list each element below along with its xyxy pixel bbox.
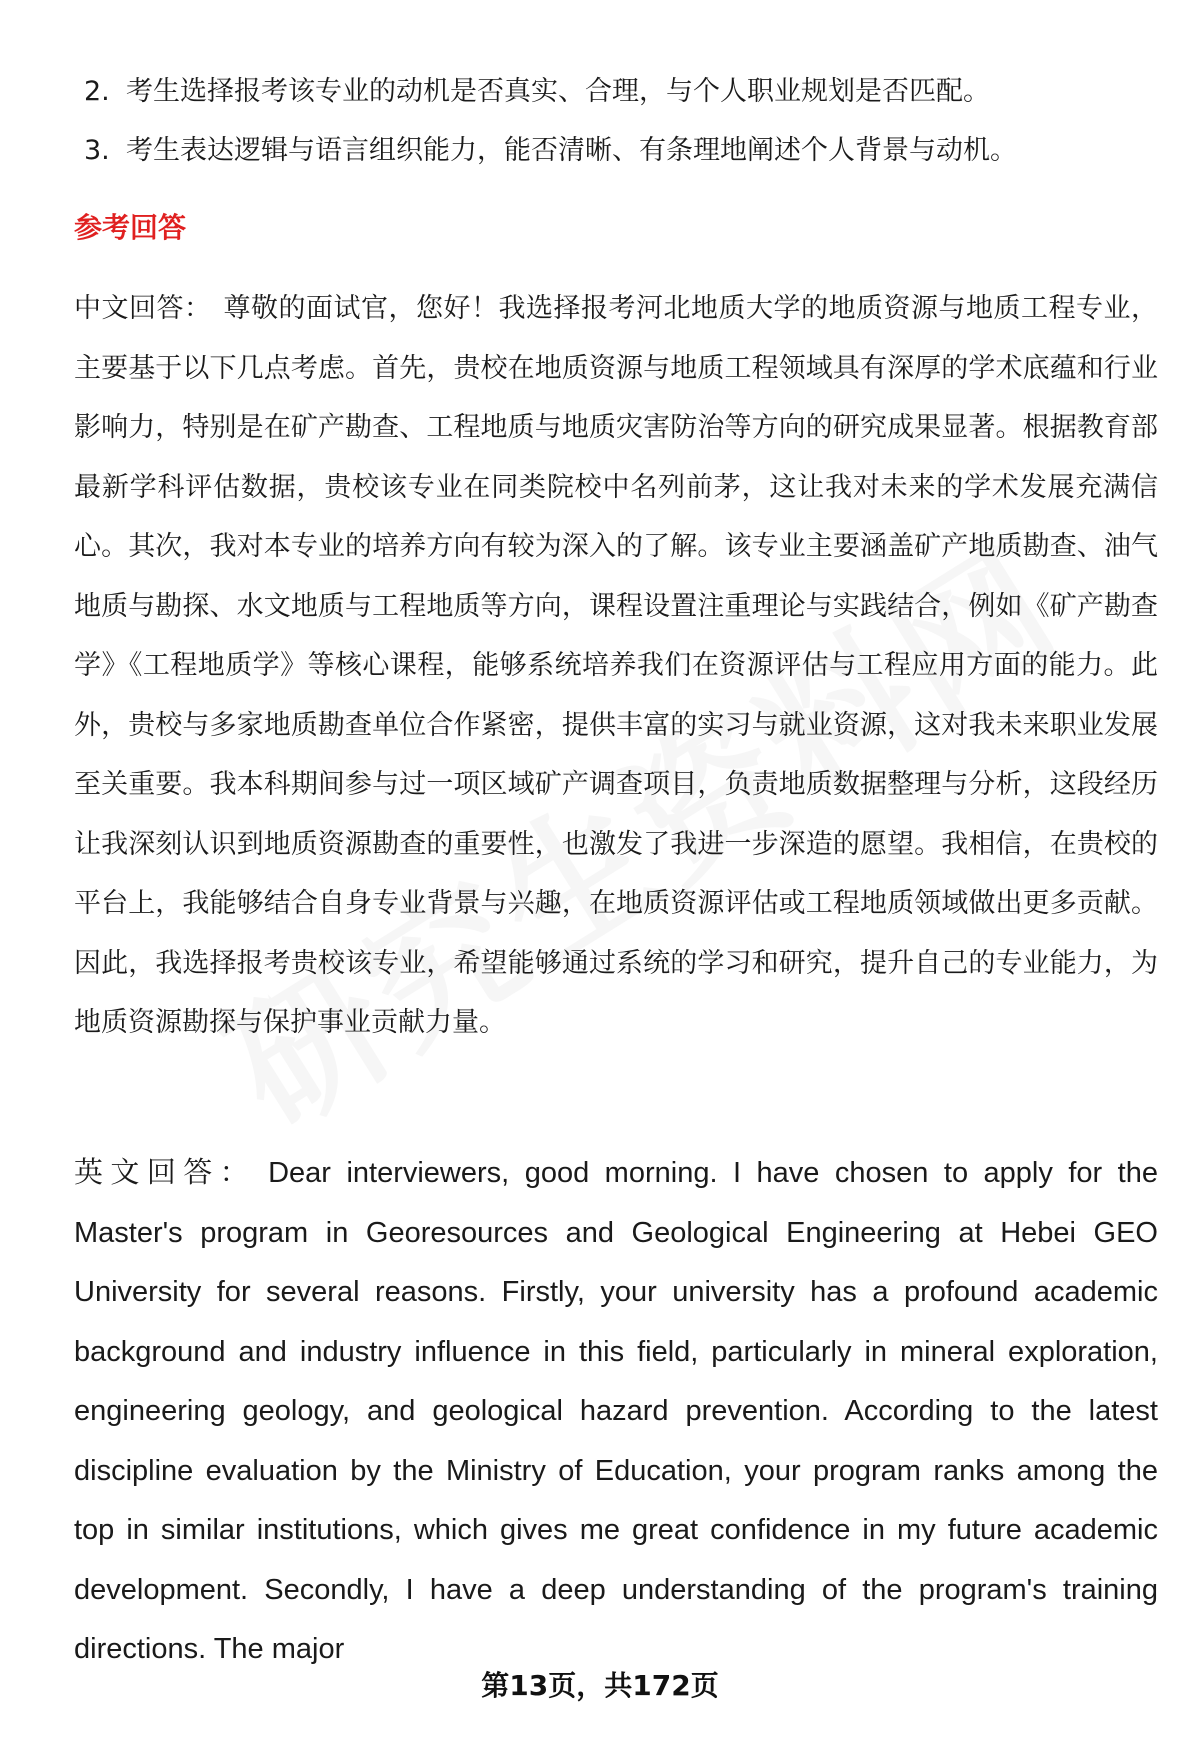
english-answer-paragraph [74, 1144, 1158, 1680]
criterion-number: 2. [84, 76, 110, 107]
criterion-item-3 [84, 121, 1164, 180]
page-indicator: 第13页，共172页 [481, 1669, 719, 1702]
chinese-answer-text: 尊敬的面试官，您好！我选择报考河北地质大学的地质资源与地质工程专业，主要基于以下几点考虑。首先，贵校在地质资源与地质工程领域具有深厚的学术底蕴和行业影响力，特别是在矿产勘查、工程地质与地质灾害防治等方向的研究成果显著。根据教育部最新学科评估数据，贵校该专业在同类院校中名列前茅，这让我对未来的学术发展充满信心。其次，我对本专业的培养方向有较为深入的了解。该专业主要涵盖矿产地质勘查、油气地质与勘探、水文地质与工程地质等方向，课程设置注重理论与实践结合，例如《矿产勘查学》《工程地质学》等核心课程，能够系统培养我们在资源评估与工程应用方面的能力。此外，贵校与多家地质勘查单位合作紧密，提供丰富的实习与就业资源，这对我未来职业发展至关重要。我本科期间参与过一项区域矿产调查项目，负责地质数据整理与分析，这段经历让我深刻认识到地质资源勘查的重要性，也激发了我进一步深造的愿望。我相信，在贵校的平台上，我能够结合自身专业背景与兴趣，在地质资源评估或工程地质领域做出更多贡献。因此，我选择报考贵校该专业，希望能够通过系统的学习和研究，提升自己的专业能力，为地质资源勘探与保护事业贡献力量。 [74, 293, 1158, 1038]
english-answer-label: 英文回答： [74, 1157, 257, 1189]
criterion-item-2 [84, 62, 1164, 121]
criterion-text: 考生表达逻辑与语言组织能力，能否清晰、有条理地阐述个人背景与动机。 [126, 135, 1017, 166]
chinese-answer-label: 中文回答： [74, 293, 212, 324]
chinese-answer-paragraph [74, 279, 1158, 1053]
criterion-number: 3. [84, 135, 110, 166]
english-answer-text: Dear interviewers, good morning. I have chosen to apply for the Master's program in Georesources and Geological Engineering at Hebei GEO University for several reasons. Firstly, your university has a profound academic background and industry influence in this field, particularly in mineral exploration, engineering geology, and geological hazard prevention. According to the latest discipline evaluation by the Ministry of Education, your program ranks among the top in similar institutions, which gives me great confidence in my future academic development. Secondly, I have a deep understanding of the program's training directions. The major [74, 1157, 1158, 1665]
reference-answer-heading: 参考回答 [74, 211, 187, 244]
evaluation-criteria-list [84, 62, 1164, 180]
criterion-text: 考生选择报考该专业的动机是否真实、合理，与个人职业规划是否匹配。 [126, 76, 990, 107]
